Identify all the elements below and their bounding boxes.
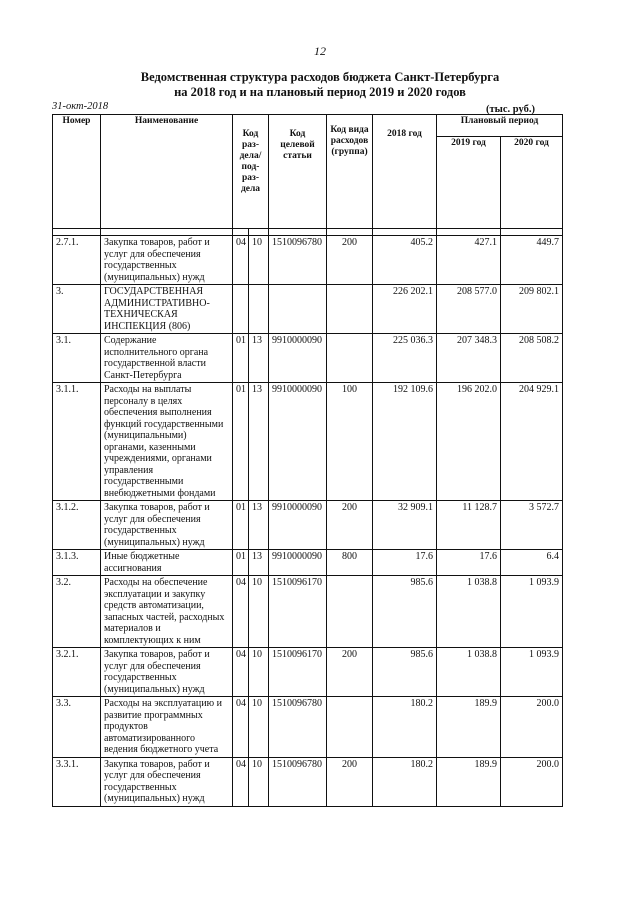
table-row <box>53 550 563 576</box>
row-2019: 208 577.0 <box>437 285 501 334</box>
header-expense-type: Код вида расходов (группа) <box>327 115 373 229</box>
row-subsection: 13 <box>249 383 269 501</box>
row-target: 1510096170 <box>269 648 327 697</box>
row-2019: 189.9 <box>437 697 501 758</box>
row-2020: 1 093.9 <box>501 648 563 697</box>
row-section: 04 <box>233 697 249 758</box>
row-name: Закупка товаров, работ и услуг для обеспечения государственных (муниципальных) нужд <box>101 236 233 285</box>
row-section: 01 <box>233 550 249 576</box>
document-date: 31-окт-2018 <box>52 101 109 112</box>
row-subsection: 10 <box>249 576 269 648</box>
row-expense-type <box>327 285 373 334</box>
table-body <box>53 229 563 807</box>
row-2018: 32 909.1 <box>373 501 437 550</box>
row-2018: 225 036.3 <box>373 334 437 383</box>
row-expense-type: 800 <box>327 550 373 576</box>
row-subsection: 10 <box>249 236 269 285</box>
table-row <box>53 334 563 383</box>
row-target: 1510096780 <box>269 757 327 806</box>
row-section: 01 <box>233 501 249 550</box>
row-expense-type: 200 <box>327 236 373 285</box>
row-expense-type: 200 <box>327 757 373 806</box>
row-name: Закупка товаров, работ и услуг для обеспечения государственных (муниципальных) нужд <box>101 757 233 806</box>
row-2019: 196 202.0 <box>437 383 501 501</box>
header-name: Наименование <box>101 115 233 229</box>
header-spacer <box>53 229 563 236</box>
header-2019: 2019 год <box>437 137 501 229</box>
row-subsection <box>249 285 269 334</box>
row-subsection: 10 <box>249 697 269 758</box>
row-2019: 11 128.7 <box>437 501 501 550</box>
header-section: Код раз-дела/ под-раз-дела <box>233 115 269 229</box>
row-name: Закупка товаров, работ и услуг для обеспечения государственных (муниципальных) нужд <box>101 501 233 550</box>
row-number: 3.1.1. <box>53 383 101 501</box>
table-row <box>53 501 563 550</box>
budget-table <box>52 114 563 807</box>
row-section: 04 <box>233 576 249 648</box>
row-expense-type <box>327 334 373 383</box>
document-title <box>0 70 640 100</box>
row-2018: 985.6 <box>373 576 437 648</box>
units-label: (тыс. руб.) <box>486 104 535 115</box>
row-2020: 200.0 <box>501 757 563 806</box>
row-2019: 1 038.8 <box>437 648 501 697</box>
row-number: 3.1.2. <box>53 501 101 550</box>
row-subsection: 10 <box>249 648 269 697</box>
row-number: 3. <box>53 285 101 334</box>
row-target: 1510096780 <box>269 697 327 758</box>
row-target <box>269 285 327 334</box>
row-2020: 200.0 <box>501 697 563 758</box>
row-name: Расходы на эксплуатацию и развитие программных продуктов автоматизированного ведения бюджетного учета <box>101 697 233 758</box>
header-2020: 2020 год <box>501 137 563 229</box>
header-number: Номер <box>53 115 101 229</box>
row-2020: 209 802.1 <box>501 285 563 334</box>
row-2018: 192 109.6 <box>373 383 437 501</box>
header-planning-period: Плановый период <box>437 115 563 137</box>
table-row <box>53 236 563 285</box>
row-subsection: 10 <box>249 757 269 806</box>
row-number: 3.2. <box>53 576 101 648</box>
row-number: 3.3. <box>53 697 101 758</box>
row-name: Расходы на обеспечение эксплуатации и закупку средств автоматизации, запасных частей, расходных материалов и комплектующих к ним <box>101 576 233 648</box>
row-section: 04 <box>233 648 249 697</box>
title-line-1: Ведомственная структура расходов бюджета Санкт-Петербурга <box>140 70 500 84</box>
header-2018: 2018 год <box>373 115 437 229</box>
row-subsection: 13 <box>249 501 269 550</box>
row-section: 01 <box>233 383 249 501</box>
table-row <box>53 576 563 648</box>
row-section: 01 <box>233 334 249 383</box>
row-2019: 1 038.8 <box>437 576 501 648</box>
row-name: ГОСУДАРСТВЕННАЯ АДМИНИСТРАТИВНО-ТЕХНИЧЕСКАЯ ИНСПЕКЦИЯ (806) <box>101 285 233 334</box>
row-2019: 207 348.3 <box>437 334 501 383</box>
row-2018: 985.6 <box>373 648 437 697</box>
row-2020: 6.4 <box>501 550 563 576</box>
row-target: 9910000090 <box>269 334 327 383</box>
row-section: 04 <box>233 757 249 806</box>
row-name: Содержание исполнительного органа государственной власти Санкт-Петербурга <box>101 334 233 383</box>
row-2019: 427.1 <box>437 236 501 285</box>
row-number: 3.1. <box>53 334 101 383</box>
row-name: Иные бюджетные ассигнования <box>101 550 233 576</box>
row-expense-type <box>327 697 373 758</box>
row-target: 9910000090 <box>269 550 327 576</box>
row-expense-type: 200 <box>327 648 373 697</box>
row-section: 04 <box>233 236 249 285</box>
row-2018: 17.6 <box>373 550 437 576</box>
title-line-2: на 2018 год и на плановый период 2019 и 2020 годов <box>174 85 466 99</box>
table-header <box>53 115 563 229</box>
table-row <box>53 757 563 806</box>
row-expense-type: 200 <box>327 501 373 550</box>
page-number: 12 <box>314 44 326 58</box>
row-subsection: 13 <box>249 550 269 576</box>
row-number: 3.1.3. <box>53 550 101 576</box>
row-2018: 180.2 <box>373 697 437 758</box>
row-target: 9910000090 <box>269 501 327 550</box>
row-2018: 405.2 <box>373 236 437 285</box>
row-name: Расходы на выплаты персоналу в целях обеспечения выполнения функций государственными (муниципальными) органами, казенными учреждениями, органами управления государственными внебюджетными фондами <box>101 383 233 501</box>
table-row <box>53 648 563 697</box>
row-2019: 189.9 <box>437 757 501 806</box>
table-row <box>53 285 563 334</box>
row-subsection: 13 <box>249 334 269 383</box>
header-target: Код целевой статьи <box>269 115 327 229</box>
row-name: Закупка товаров, работ и услуг для обеспечения государственных (муниципальных) нужд <box>101 648 233 697</box>
row-expense-type <box>327 576 373 648</box>
row-number: 3.2.1. <box>53 648 101 697</box>
row-target: 9910000090 <box>269 383 327 501</box>
row-number: 3.3.1. <box>53 757 101 806</box>
row-2018: 180.2 <box>373 757 437 806</box>
table-row <box>53 697 563 758</box>
row-2020: 3 572.7 <box>501 501 563 550</box>
row-section <box>233 285 249 334</box>
row-2020: 208 508.2 <box>501 334 563 383</box>
table-row <box>53 383 563 501</box>
row-target: 1510096780 <box>269 236 327 285</box>
row-2018: 226 202.1 <box>373 285 437 334</box>
row-2020: 204 929.1 <box>501 383 563 501</box>
row-2020: 449.7 <box>501 236 563 285</box>
row-2019: 17.6 <box>437 550 501 576</box>
row-target: 1510096170 <box>269 576 327 648</box>
row-number: 2.7.1. <box>53 236 101 285</box>
row-expense-type: 100 <box>327 383 373 501</box>
row-2020: 1 093.9 <box>501 576 563 648</box>
